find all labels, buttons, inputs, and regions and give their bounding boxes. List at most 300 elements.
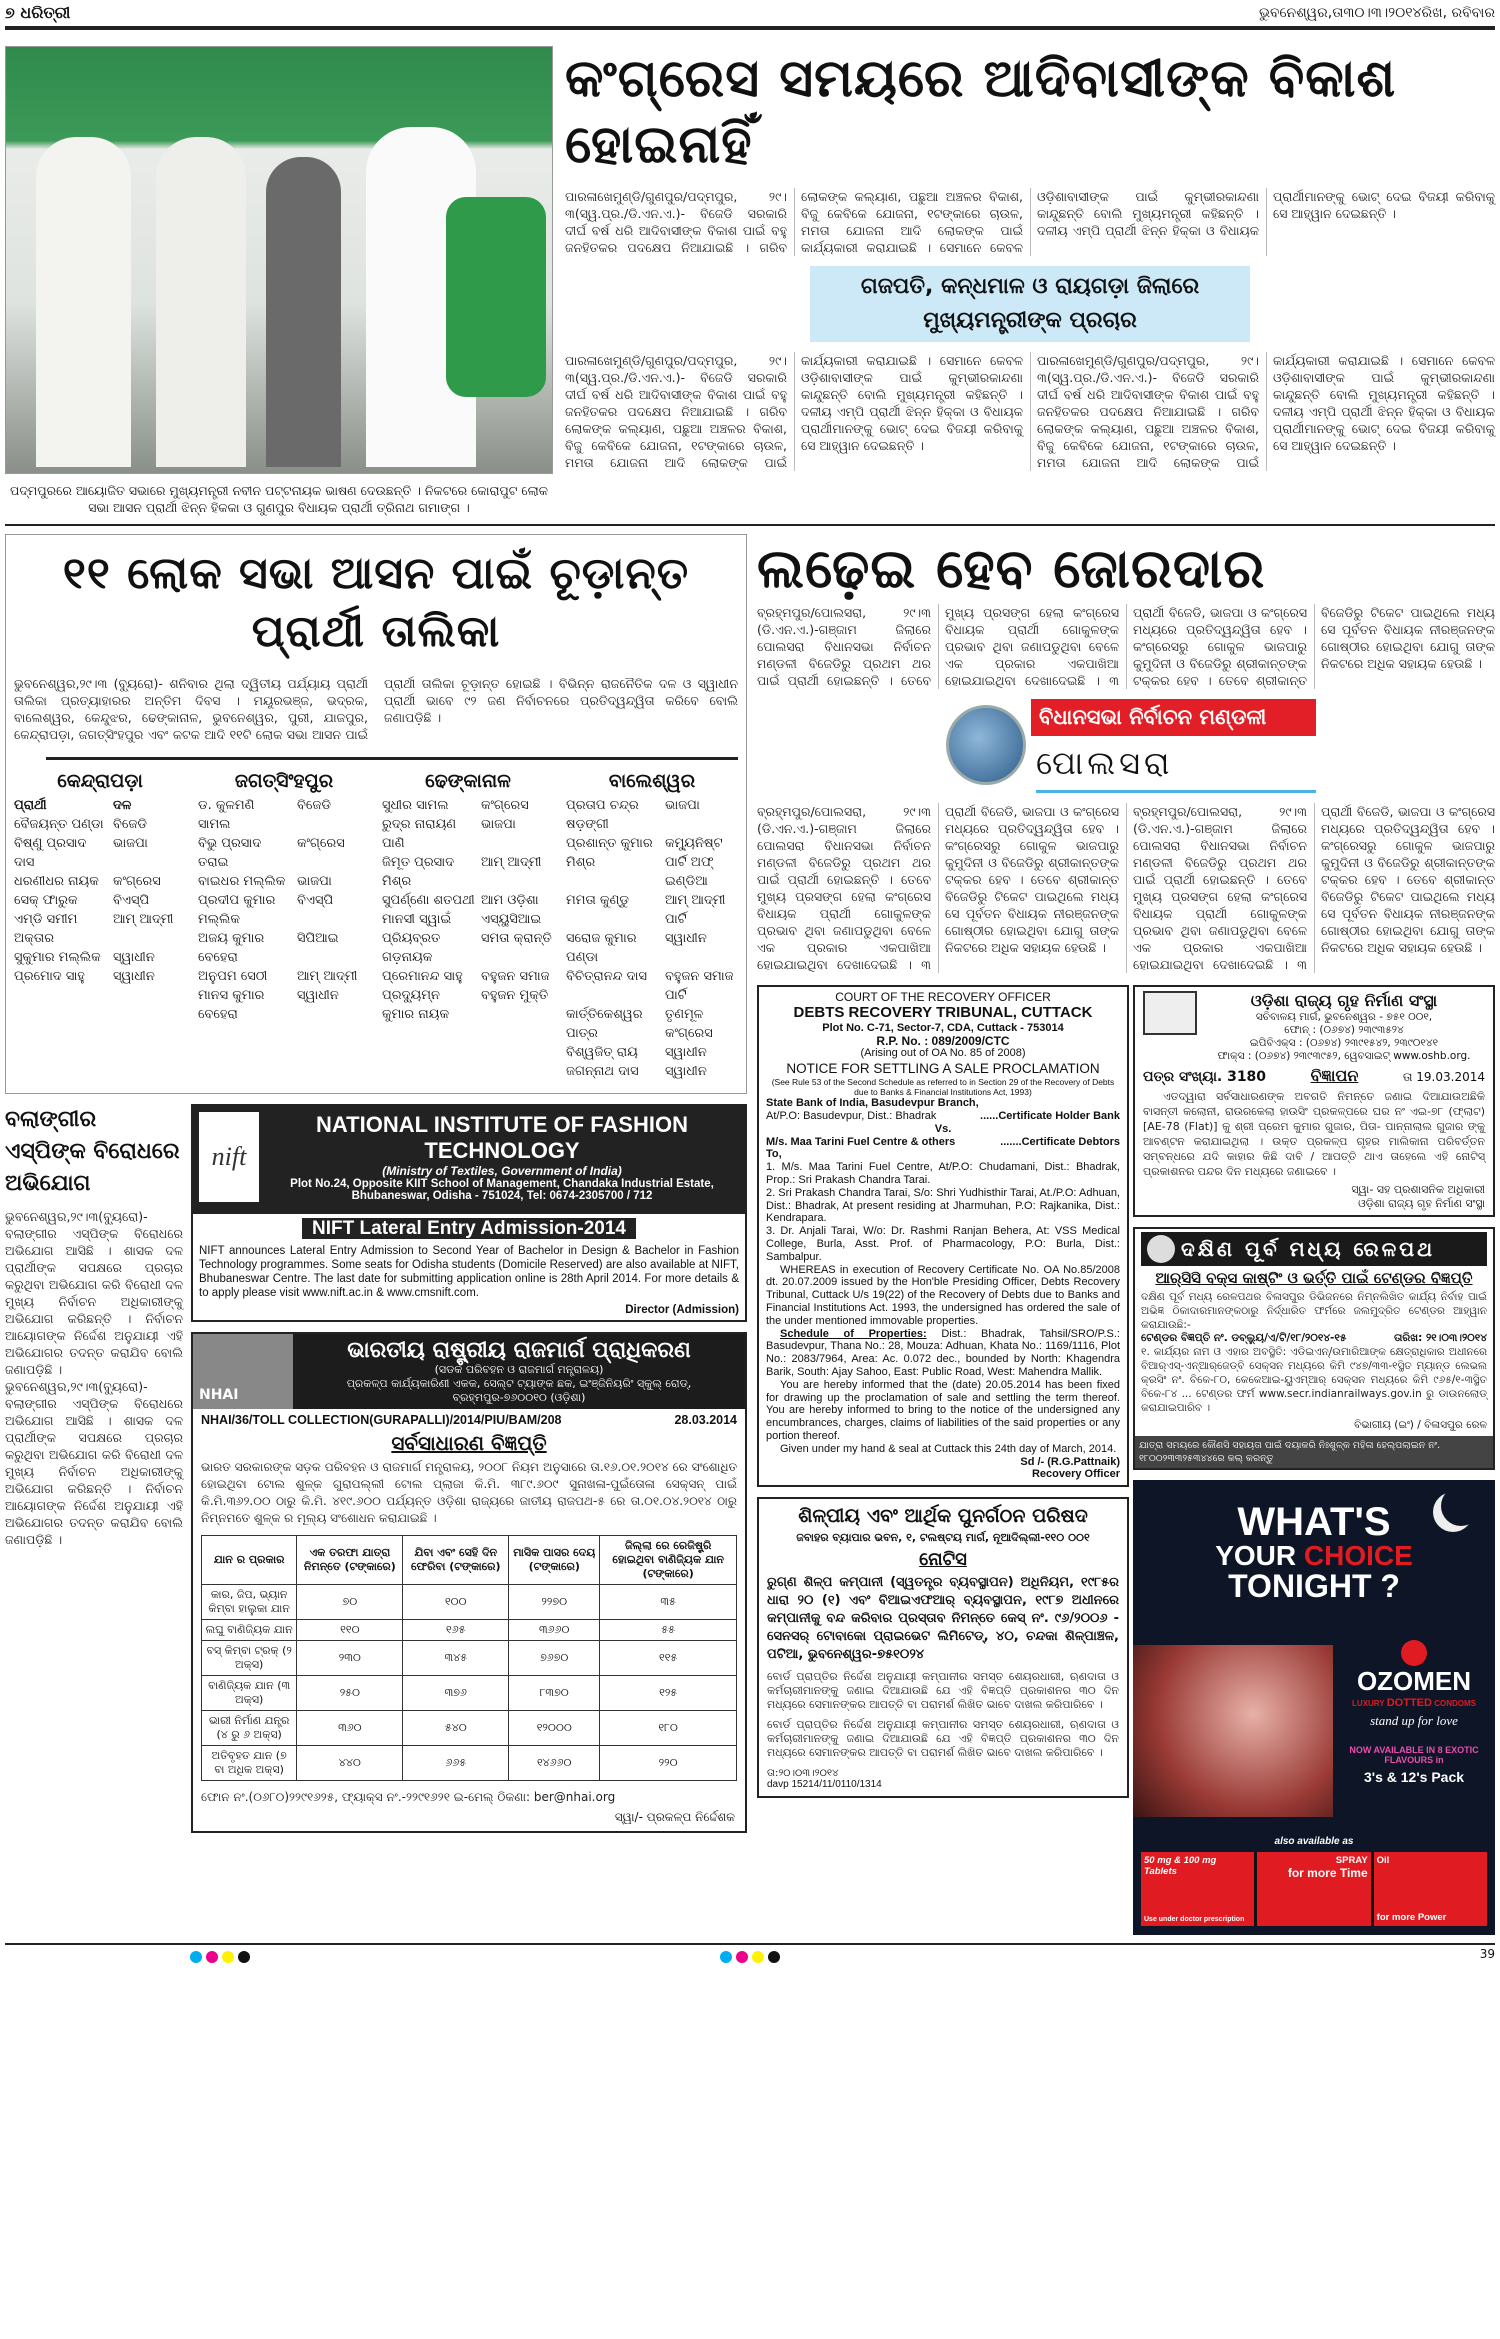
right-half	[757, 534, 1495, 1935]
cmsnift-link[interactable]: www.cmsnift.com.	[386, 1287, 479, 1299]
drt-debtor: M/s. Maa Tarini Fuel Centre & others	[766, 1135, 956, 1148]
drt-address: Plot No. C-71, Sector-7, CDA, Cuttack - 753014	[822, 1021, 1064, 1034]
oshb-title: ଓଡ଼ିଶା ରାଜ୍ୟ ଗୃହ ନିର୍ମାଣ ସଂସ୍ଥା	[1250, 991, 1438, 1010]
ad-line3: TONIGHT ?	[1228, 1568, 1400, 1604]
candidate-party: ବିଜେଡି	[296, 798, 331, 813]
lead-body	[565, 188, 1495, 256]
toll-cell: ବସ୍ କିମ୍ବା ଟ୍ରକ୍ (୨ ଅକ୍ସ)	[202, 1641, 297, 1676]
party-header: ଦଳ	[112, 798, 132, 813]
candidate-name: ସୁକୁମାର ମଲ୍ଲିକ	[14, 950, 101, 965]
nhai-title: ଭାରତୀୟ ରାଷ୍ଟ୍ରୀୟ ରାଜମାର୍ଗ ପ୍ରାଧିକରଣ	[347, 1338, 691, 1363]
candidate-row	[566, 967, 738, 1005]
candidate-row	[198, 891, 370, 929]
candidate-row	[382, 891, 554, 910]
candidate-name: ଏମ୍‌ଡି ସମୀମ ଅକ୍‌ତାର	[14, 912, 78, 946]
candidate-party: ସିପିଆଇ	[296, 931, 339, 946]
table-row	[202, 1620, 737, 1641]
amp: &	[376, 1287, 384, 1299]
ad-line2b: CHOICE	[1303, 1540, 1413, 1571]
candidate-name: ପ୍ରିୟବ୍ରତ ଗଡ଼ନାୟକ	[382, 931, 441, 965]
masthead	[5, 0, 1495, 26]
toll-cell: ଅତିବୃହତ ଯାନ (୭ ବା ଅଧିକ ଅକ୍ସ)	[202, 1746, 297, 1781]
nift-title: NATIONAL INSTITUTE OF FASHION TECHNOLOGY	[316, 1112, 688, 1163]
toll-table	[201, 1535, 737, 1781]
candidate-name: ପ୍ରଦୀପ କୁମାର ମଲ୍ଲିକ	[198, 893, 276, 927]
right-column-ads	[1133, 985, 1495, 1935]
table-row	[202, 1746, 737, 1781]
nift-body: NIFT announces Lateral Entry Admission to Second Year of Bachelor in Design & Bachelor in Fashion Technology programmes. Some seats for Odisha students (Domicile Reserved) are also available at NIFT, Bhubaneswar Centre. The last date for submitting application online is 28th April 2014. For more details & to apply please visit	[199, 1245, 739, 1299]
bifr-notice	[757, 1497, 1129, 1798]
candidate-name: ଜିମୂତ ପ୍ରସାଦ ମିଶ୍ର	[382, 855, 455, 889]
nhai-ministry: (ସଡକ ପରିବହନ ଓ ରାଜମାର୍ଗ ମନ୍ତ୍ରାଳୟ)	[434, 1363, 604, 1376]
candidate-party: କଂଗ୍ରେସ	[112, 874, 161, 889]
district-block	[382, 764, 554, 1081]
black-dot	[238, 1951, 250, 1963]
candidate-party: ଭାଜପା	[112, 836, 148, 851]
drt-court: COURT OF THE RECOVERY OFFICER	[835, 990, 1051, 1004]
drt-holder: ......Certificate Holder Bank	[980, 1109, 1120, 1122]
toll-cell: ବାଣିଜ୍ୟିକ ଯାନ (୩ ଅକ୍ସ)	[202, 1676, 297, 1711]
candidate-row	[14, 910, 186, 948]
ozomen-pack: 3's & 12's Pack	[1363, 1769, 1465, 1785]
drt-bank-address: At/P.O: Basudevpur, Dist.: Bhadrak	[766, 1109, 937, 1122]
candidate-party: ବିଏସ୍‌ପି	[296, 893, 334, 908]
lead-article	[565, 46, 1495, 471]
nhai-footer: ଫୋନ ନଂ.(୦୬୮୦)୨୨୯୧୬୨୫, ଫ୍ୟାକ୍ସ ନଂ.-୨୨୯୧୬୨୧ ଇ-ମେଲ୍ ଠିକଣା: ber@nhai.org	[201, 1790, 616, 1804]
candidate-row	[14, 891, 186, 910]
nift-address: Plot No.24, Opposite KIIT School of Management, Chandaka Industrial Estate,	[290, 1178, 714, 1190]
bolangir-body: ଭୁବନେଶ୍ୱର,୨୯।୩(ବ୍ୟୁରୋ)- ବଲାଙ୍ଗୀର ଏସ୍‌ପିଙ୍କ ବିରୋଧରେ ଅଭିଯୋଗ ଆସିଛି । ଶାସକ ଦଳ ପ୍ରାର୍ଥୀଙ୍କ ସପକ୍ଷରେ ପ୍ରଚାର କରୁଥିବା ଅଭିଯୋଗ କରି ବିରୋଧୀ ଦଳ ମୁଖ୍ୟ ନିର୍ବାଚନ ଅଧିକାରୀଙ୍କୁ ଅଭିଯୋଗ କରିଛନ୍ତି । ନିର୍ବାଚନ ଆୟୋଗଙ୍କ ନିର୍ଦ୍ଦେଶ ଅନୁଯାୟୀ ଏହି ଅଭିଯୋଗର ତଦନ୍ତ କରାଯିବ ବୋଲି ଜଣାପଡ଼ିଛି ।	[5, 1379, 183, 1547]
bifr-lead: ରୁଗ୍ଣ ଶିଳ୍ପ କମ୍ପାନୀ (ସ୍ୱତନ୍ତ୍ର ବ୍ୟବସ୍ଥାପନ) ଅଧିନିୟମ, ୧୯୮୫ର ଧାରା ୨୦ (୧) ଏବଂ ବିଆଇଏଫଆର୍ ବ୍ୟବସ୍ଥାପନ, ୧୯୮୭ ଅଧୀନରେ କମ୍ପାନୀକୁ ବନ୍ଦ କରିବାର ପ୍ରସ୍ତାବ ନିମନ୍ତେ କେସ୍ ନଂ. ୯୬/୨୦୦୬ - ସେନସର୍ ଟୋବାକୋ ପ୍ରାଇଭେଟ ଲିମିଟେଡ୍, ୪୦, ଚନ୍ଦକା ଶିଳ୍ପାଞ୍ଚଳ, ପଟିଆ, ଭୁବନେଶ୍ୱର-୭୫୧୦୨୪	[767, 1575, 1119, 1663]
candidate-name: ପ୍ରଶାନ୍ତ କୁମାର ମିଶ୍ର	[566, 836, 653, 870]
lead-photo	[5, 46, 553, 474]
ladhei-body-text: ବ୍ରହ୍ମପୁର/ପୋଲସରା, ୨୯।୩ (ଡି.ଏନ.ଏ.)-ଗଞ୍ଜାମ ଜିଲାରେ ପୋଲସରା ବିଧାନସଭା ନିର୍ବାଚନ ମଣ୍ଡଳୀ ବିଜେଡିରୁ ପ୍ରଥମ ଥର ପାଇଁ ପ୍ରାର୍ଥୀ ହୋଇଛନ୍ତି । ତେବେ ମୁଖ୍ୟ ପ୍ରସଙ୍ଗ ହେଲା କଂଗ୍ରେସ ବିଧାୟକ ପ୍ରାର୍ଥୀ ଗୋକୁଳଙ୍କ ପ୍ରଭାବ ଥିବା ଜଣାପଡୁଥିବା ବେଳେ ଏକ ପ୍ରକାର ଏକପାଖିଆ ହୋଇଯାଇଥିବା ଦେଖାଦେଇଛି । ୩ ପ୍ରାର୍ଥୀ ବିଜେଡି, ଭାଜପା ଓ କଂଗ୍ରେସ ମଧ୍ୟରେ ପ୍ରତିଦ୍ୱନ୍ଦ୍ୱିତା ହେବ । କଂଗ୍ରେସରୁ ଗୋକୁଳ ଭାଜପାରୁ କୁମୁଦିନୀ ଓ ବିଜେଡିରୁ ଶ୍ରୀକାନ୍ତଙ୍କ ଟକ୍କର ହେବ । ତେବେ ଶ୍ରୀକାନ୍ତ ବିଜେଡିରୁ ଟିକେଟ ପାଇଥିଲେ ମଧ୍ୟ ସେ ପୂର୍ବତନ ବିଧାୟକ ନୀରଞ୍ଜନଙ୍କ ଗୋଷ୍ଠୀର ହୋଇଥିବା ଯୋଗୁ ତାଙ୍କ ନିକଟରେ ଅଧିକ ସହାୟକ ହେଉଛି ।	[757, 804, 1119, 972]
candidate-row	[198, 967, 370, 986]
date-line: ଭୁବନେଶ୍ୱର,ତା୩୦।୩।୨୦୧୪ରିଖ, ରବିବାର	[1258, 5, 1495, 21]
candidate-party: ସ୍ୱାଧୀନ	[296, 988, 339, 1003]
oshb-fax: ଫାକ୍ସ : (୦୬୭୪) ୨୩୯୩୯୫୨, ୱେବସାଇଟ୍ www.oshb.org.	[1217, 1050, 1471, 1062]
bifr-ref: davp 15214/11/0110/1314	[767, 1779, 882, 1791]
candidate-name: ବୈଜୟନ୍ତ ପଣ୍ଡା	[14, 817, 104, 832]
nhai-unit: ପ୍ରକଳ୍ପ କାର୍ଯ୍ୟକାରିଣୀ ଏକକ, ସେଲ୍ଟ ଟ୍ୟାଙ୍କ ଛକ, ଇଂଞ୍ଜିନିୟରିଂ ସ୍କୁଲ୍ ରୋଡ୍,	[346, 1377, 692, 1390]
toll-col-header: ଯାନ ର ପ୍ରକାର	[202, 1536, 297, 1585]
candidate-row	[198, 929, 370, 967]
candidate-name: ସେକ୍ ଫାରୁକ	[14, 893, 78, 908]
candidate-row	[14, 815, 186, 834]
candidate-row	[566, 796, 738, 834]
candidate-party: ବିଏସ୍‌ପି	[112, 893, 150, 908]
toll-cell: ୪୪୦	[297, 1746, 403, 1781]
drt-party: 2. Sri Prakash Chandra Tarai, S/o: Shri Yudhisthir Tarai, At./P.O: Adhuan, Dist.: Bhadrak, At present residing at Jharmuhan, P.O: Rajkanika, Dist.: Kendrapara.	[766, 1186, 1120, 1225]
lead-body-text: ପାରଳାଖେମୁଣ୍ଡି/ଗୁଣପୁର/ପଦ୍ମପୁର, ୨୯।୩(ସ୍ୱ.ପ୍ର./ଡି.ଏନ.ଏ.)- ବିଜେଡି ସରକାରି ଦୀର୍ଘ ବର୍ଷ ଧରି ଆଦିବାସୀଙ୍କ ବିକାଶ ପାଇଁ ବହୁ ଜନହିତକର ପଦକ୍ଷେପ ନିଆଯାଇଛି । ଗରିବ ଲୋକଙ୍କ କଲ୍ୟାଣ, ପଛୁଆ ଅଞ୍ଚଳର ବିକାଶ, ବିଜୁ କେବିକେ ଯୋଜନା, ୧ଟଙ୍କାରେ ଚାଉଳ, ମମତା ଯୋଜନା ଆଦି ଲୋକଙ୍କ ପାଇଁ କାର୍ଯ୍ୟକାରୀ କରାଯାଇଛି । ସେମାନେ କେବଳ ଓଡ଼ିଶାବାସୀଙ୍କ ପାଇଁ କୁମ୍ଭୀରକାନ୍ଦଣା କାନ୍ଦୁଛନ୍ତି ବୋଲି ମୁଖ୍ୟମନ୍ତ୍ରୀ କହିଛନ୍ତି । ଦଳୀୟ ଏମ୍‌ପି ପ୍ରାର୍ଥୀ ଝିନ୍ନ ହିକ୍‌କା ଓ ବିଧାୟକ ପ୍ରାର୍ଥୀମାନଙ୍କୁ ଭୋଟ୍ ଦେଇ ବିଜୟୀ କରିବାକୁ ସେ ଆହ୍ୱାନ ଦେଇଛନ୍ତି ।	[565, 189, 1495, 255]
candidate-party: ଆମ୍ ଆଦ୍‌ମୀ ପାର୍ଟି	[664, 893, 726, 927]
table-row	[202, 1641, 737, 1676]
toll-cell: ୩୬୬୦	[509, 1620, 600, 1641]
candidate-name: ପ୍ରମୋଦ ସାହୁ	[14, 969, 85, 984]
toll-col-header: ଜିଲ୍ଲା ରେ ରେଜିଷ୍ଟ୍ରି ହୋଇଥିବା ବାଣିଜ୍ୟିକ ଯାନ (ଟଙ୍କାରେ)	[600, 1536, 737, 1585]
railway-intro: ଦକ୍ଷିଣ ପୂର୍ବ ମଧ୍ୟ ରେଳପଥର ବିଳାସପୁର ଡିଭିଜନରେ ନିମ୍ନଲିଖିତ କାର୍ଯ୍ୟ ନିର୍ବାହ ପାଇଁ ଅଭିଜ୍ଞ ଠିକାଦାରମାନଙ୍କଠାରୁ ନିର୍ଦ୍ଧାରିତ ଫର୍ମରେ ଜଲମୁଦ୍ରିତ ଟେଣ୍ଡର ଆହ୍ୱାନ କରାଯାଉଛି:-	[1141, 1291, 1487, 1331]
ozomen-logo-icon	[1401, 1640, 1427, 1666]
toll-cell: ୧୪୬୬୦	[509, 1746, 600, 1781]
candidate-name: ବିଚିତ୍ରାନନ୍ଦ ଦାସ	[566, 969, 647, 984]
drt-whereas: WHEREAS in execution of Recovery Certificate No. OA No.85/2008 dt. 20.07.2009 issued by the Hon'ble Presiding Officer, Debts Recovery Tribunal, Cuttack U/s 19(22) of the Recovery of Debts due to Banks and Financial Institutions Act. 1993, the undersigned has ordered the sale of the under mentioned immovable properties.	[766, 1263, 1120, 1327]
candidate-row	[566, 1005, 738, 1043]
magenta-dot	[206, 1951, 218, 1963]
also-available: also available as	[1274, 1836, 1354, 1847]
ladhei-body-text: ବ୍ରହ୍ମପୁର/ପୋଲସରା, ୨୯।୩ (ଡି.ଏନ.ଏ.)-ଗଞ୍ଜାମ ଜିଲାରେ ପୋଲସରା ବିଧାନସଭା ନିର୍ବାଚନ ମଣ୍ଡଳୀ ବିଜେଡିରୁ ପ୍ରଥମ ଥର ପାଇଁ ପ୍ରାର୍ଥୀ ହୋଇଛନ୍ତି । ତେବେ ମୁଖ୍ୟ ପ୍ରସଙ୍ଗ ହେଲା କଂଗ୍ରେସ ବିଧାୟକ ପ୍ରାର୍ଥୀ ଗୋକୁଳଙ୍କ ପ୍ରଭାବ ଥିବା ଜଣାପଡୁଥିବା ବେଳେ ଏକ ପ୍ରକାର ଏକପାଖିଆ ହୋଇଯାଇଥିବା ଦେଖାଦେଇଛି । ୩ ପ୍ରାର୍ଥୀ ବିଜେଡି, ଭାଜପା ଓ କଂଗ୍ରେସ ମଧ୍ୟରେ ପ୍ରତିଦ୍ୱନ୍ଦ୍ୱିତା ହେବ । କଂଗ୍ରେସରୁ ଗୋକୁଳ ଭାଜପାରୁ କୁମୁଦିନୀ ଓ ବିଜେଡିରୁ ଶ୍ରୀକାନ୍ତଙ୍କ ଟକ୍କର ହେବ । ତେବେ ଶ୍ରୀକାନ୍ତ ବିଜେଡିରୁ ଟିକେଟ ପାଇଥିଲେ ମଧ୍ୟ ସେ ପୂର୍ବତନ ବିଧାୟକ ନୀରଞ୍ଜନଙ୍କ ଗୋଷ୍ଠୀର ହୋଇଥିବା ଯୋଗୁ ତାଙ୍କ ନିକଟରେ ଅଧିକ ସହାୟକ ହେଉଛି ।	[757, 605, 1495, 688]
ozomen-brand: OZOMEN	[1356, 1666, 1472, 1696]
drt-given: Given under my hand & seal at Cuttack this 24th day of March, 2014.	[780, 1442, 1117, 1455]
oshb-signatory: ସ୍ୱା- ସହ ପ୍ରଶାସନିକ ଅଧିକାରୀ	[1351, 1183, 1485, 1196]
drt-notice	[757, 985, 1129, 1487]
oshb-date: ତା 19.03.2014	[1402, 1070, 1485, 1084]
toll-cell: ୨୨୦	[600, 1746, 737, 1781]
drt-tribunal: DEBTS RECOVERY TRIBUNAL, CUTTACK	[793, 1003, 1093, 1021]
candidate-name: ମାନସୀ ସ୍ୱାଇଁ	[382, 912, 452, 927]
nift-logo: nift	[199, 1112, 259, 1202]
bolangir-body: ଭୁବନେଶ୍ୱର,୨୯।୩(ବ୍ୟୁରୋ)- ବଲାଙ୍ଗୀର ଏସ୍‌ପିଙ୍କ ବିରୋଧରେ ଅଭିଯୋଗ ଆସିଛି । ଶାସକ ଦଳ ପ୍ରାର୍ଥୀଙ୍କ ସପକ୍ଷରେ ପ୍ରଚାର କରୁଥିବା ଅଭିଯୋଗ କରି ବିରୋଧୀ ଦଳ ମୁଖ୍ୟ ନିର୍ବାଚନ ଅଧିକାରୀଙ୍କୁ ଅଭିଯୋଗ କରିଛନ୍ତି । ନିର୍ବାଚନ ଆୟୋଗଙ୍କ ନିର୍ଦ୍ଦେଶ ଅନୁଯାୟୀ ଏହି ଅଭିଯୋଗର ତଦନ୍ତ କରାଯିବ ବୋଲି ଜଣାପଡ଼ିଛି ।	[5, 1209, 183, 1377]
candidate-party: ସ୍ୱାଧୀନ	[112, 950, 155, 965]
toll-cell: ୮୩୭୦	[509, 1676, 600, 1711]
lead-subhead: ଗଜପତି, କନ୍ଧମାଳ ଓ ରାୟଗଡ଼ା ଜିଲାରେ ମୁଖ୍ୟମନ୍ତ୍ରୀଙ୍କ ପ୍ରଚାର	[810, 266, 1250, 342]
candidate-name: ପ୍ରେମାନନ୍ଦ ସାହୁ	[382, 969, 463, 984]
candidate-header: ପ୍ରାର୍ଥୀ	[14, 798, 47, 813]
bifr-body: ବୋର୍ଡ ପ୍ରାପ୍ତିର ନିର୍ଦ୍ଦେଶ ଅନୁଯାୟୀ କମ୍ପାନୀର ସମସ୍ତ ଶେୟରଧାରୀ, ଋଣଦାତା ଓ କର୍ମଚାରୀମାନଙ୍କୁ ଜଣାଇ ଦିଆଯାଉଛି ଯେ ଏହି ବିଜ୍ଞପ୍ତି ପ୍ରକାଶନର ୩୦ ଦିନ ମଧ୍ୟରେ ସେମାନଙ୍କର ଆପତ୍ତି ବା ପରାମର୍ଶ ଲିଖିତ ଭାବେ ଦାଖଲ କରିପାରିବେ ।	[767, 1718, 1119, 1760]
more-power: for more Power	[1376, 1912, 1447, 1923]
candidate-name: ବିଭୁ ପ୍ରସାଦ ତରାଇ	[198, 836, 262, 870]
toll-cell: ୨୫୦	[297, 1676, 403, 1711]
drt-party: 3. Dr. Anjali Tarai, W/o: Dr. Rashmi Ranjan Behera, At: VSS Medical College, Burla, Asst. Prof. of Pharmacology, P.O: Burla, Dist.: Sambalpur.	[766, 1225, 1120, 1263]
candidate-name: କାର୍ତ୍ତିକେଶ୍ୱର ପାତ୍ର	[566, 1007, 643, 1041]
district-name: ଢେଙ୍କାନାଳ	[425, 770, 511, 792]
candidate-name: ବାଇଧର ମଲ୍ଲିକ	[198, 874, 286, 889]
candidate-name: ଧରଣୀଧର ନାୟକ	[14, 874, 99, 889]
couple-photo	[1133, 1645, 1333, 1817]
railway-body: ୧. କାର୍ଯ୍ୟର ନାମ ଓ ଏହାର ଅବସ୍ଥିତି: ଏଡିଇଏନ୍/ଉମାରିଆଙ୍କ କ୍ଷେତ୍ରାଧିକାର ଅଧୀନରେ ବିଆର୍‌ଏସ୍-ଏନ୍‌ଆର୍‌ଜେଡ୍‌ବି ସେକ୍ସନ ମଧ୍ୟରେ କିମି ୯୪୭/୩୩-୧ସ୍ଥିତ ମ୍ୟାନ୍‌ଡ ଲେଭଲ କ୍ରସିଂ ନଂ. ବିକେ-୮୦, କେକେଆଇ-ୟୁଏମ୍‌ଆର୍ ସେକ୍ସନ ମଧ୍ୟରେ କିମି ୯୬୫/୧-୩ସ୍ଥିତ ବିକେ-୮୪ ... ଟେଣ୍ଡର ଫର୍ମ www.secr.indianrailways.gov.in ରୁ ଡାଉନଲୋଡ୍ କରାଯାଇପାରିବ ।	[1141, 1346, 1487, 1414]
candidate-party: ସ୍ୱାଧୀନ	[112, 969, 155, 984]
oshb-phone: ଫୋନ୍ : (୦୬୭୪) ୨୩୯୩୫୨୪	[1284, 1024, 1404, 1036]
table-row	[202, 1711, 737, 1746]
cmyk-registration-marks	[190, 1948, 254, 1967]
drt-informed: You are hereby informed that the (date) 20.05.2014 has been fixed for drawing up the proclamation of sale and settling the term thereof. You are hereby informed to bring to the notice of the undersigned any encumbrances, charges, claims of liabilities of the said properties or any portion thereof.	[766, 1378, 1120, 1442]
nhai-city: ବ୍ରହ୍ମପୁର-୭୬୦୦୧୦ (ଓଡ଼ିଶା)	[452, 1391, 586, 1404]
toll-cell: କାର, ଜିପ, ଭ୍ୟାନ କିମ୍ବା ହାଲୁକା ଯାନ	[202, 1585, 297, 1620]
oshb-body: ଏତଦ୍ୱାରା ସର୍ବସାଧାରଣଙ୍କ ଅବଗତି ନିମନ୍ତେ ଜଣାଇ ଦିଆଯାଉଅଛିକି ବାସନ୍ତୀ କଲୋନୀ, ରାଉରକେଲା ହାଉସିଂ ପ୍ରକଳ୍ପରେ ଘର ନଂ ଏଇ-୭୮ (ଫ୍ଲାଟ) [AE-78 (Flat)] କୁ ଶ୍ରୀ ପ୍ରେମ କୁମାର ଗୁଜାର, ପିତା- ପାନ୍ନାଲାଲ ଗୁଜାର ଙ୍କୁ ଆବଣ୍ଟନ କରାଯାଇଥିଲା । ଉକ୍ତ ପ୍ରକଳ୍ପ ଗୃହର ମାଲିକାନା ପରିବର୍ତ୍ତନ ସମ୍ବନ୍ଧରେ ଯଦି କାହାର କିଛି ଦାବି / ଆପତ୍ତି ଥାଏ ତାହେଲେ ଏହି ନୋଟିସ୍ ପ୍ରକାଶନର ପନ୍ଦର ଦିନ ମଧ୍ୟରେ ଜଣାଇବେ ।	[1143, 1090, 1485, 1178]
candidate-row	[198, 986, 370, 1024]
candidate-row	[566, 891, 738, 929]
candidate-name: ବିଶ୍ୱଜିତ୍ ରାୟ	[566, 1045, 638, 1060]
candidate-name: ମାନସ କୁମାର ବେହେରା	[198, 988, 265, 1022]
candidate-party: ସ୍ୱାଧୀନ	[664, 1064, 707, 1079]
candidate-name: ଡ. କୁଳମଣି ସାମଲ	[198, 798, 255, 832]
candidates-intro: ଭୁବନେଶ୍ୱର,୨୯।୩ (ବ୍ୟୁରୋ)- ଶନିବାର ଥିଲା ଦ୍ୱିତୀୟ ପର୍ଯ୍ୟାୟ ପ୍ରାର୍ଥୀ ତାଲିକା ପ୍ରତ୍ୟାହାରର ଅନ୍ତିମ ଦିବସ । ମୟୂରଭଞ୍ଜ, ଭଦ୍ରକ, ବାଲେଶ୍ୱର, କେନ୍ଦୁଝର, ଢେଙ୍କାନାଳ, ଭୁବନେଶ୍ୱର, ପୁରୀ, ଯାଜପୁର, କେନ୍ଦ୍ରାପଡ଼ା, ଜଗତ୍‌ସିଂହପୁର ଏବଂ କଟକ ଆଦି ୧୧ଟି ଲୋକ ସଭା ଆସନ ପାଇଁ ପ୍ରାର୍ଥୀ ତାଲିକା ଚୂଡ଼ାନ୍ତ ହୋଇଛି । ବିଭିନ୍ନ ରାଜନୈତିକ ଦଳ ଓ ସ୍ୱାଧୀନ ପ୍ରାର୍ଥୀ ଭାବେ ୯୨ ଜଣ ନିର୍ବାଚନରେ ପ୍ରତିଦ୍ୱନ୍ଦ୍ୱିତା କରିବେ ବୋଲି ଜଣାପଡ଼ିଛି ।	[14, 676, 738, 742]
nhai-date: 28.03.2014	[674, 1413, 737, 1427]
black-dot	[768, 1951, 780, 1963]
left-ads	[191, 1104, 747, 1833]
ozomen-ad	[1133, 1480, 1495, 1935]
candidate-row	[198, 872, 370, 891]
nift-address2: Bhubaneswar, Odisha - 751024, Tel: 0674-2305700 / 712	[351, 1190, 653, 1202]
oshb-heading: ବିଜ୍ଞାପନ	[1310, 1066, 1359, 1085]
candidate-row	[382, 929, 554, 967]
bifr-title: ଶିଳ୍ପୀୟ ଏବଂ ଆର୍ଥିକ ପୁନର୍ଗଠନ ପରିଷଦ	[798, 1505, 1088, 1528]
bifr-body: ବୋର୍ଡ ପ୍ରାପ୍ତିର ନିର୍ଦ୍ଦେଶ ଅନୁଯାୟୀ କମ୍ପାନୀର ସମସ୍ତ ଶେୟରଧାରୀ, ଋଣଦାତା ଓ କର୍ମଚାରୀମାନଙ୍କୁ ଜଣାଇ ଦିଆଯାଉଛି ଯେ ଏହି ବିଜ୍ଞପ୍ତି ପ୍ରକାଶନର ୩୦ ଦିନ ମଧ୍ୟରେ ସେମାନଙ୍କର ଆପତ୍ତି ବା ପରାମର୍ଶ ଲିଖିତ ଭାବେ ଦାଖଲ କରିପାରିବେ ।	[767, 1670, 1119, 1712]
nift-signatory: Director (Admission)	[625, 1304, 739, 1316]
candidate-party: ଆମ୍ ଆଦ୍‌ମୀ	[296, 969, 358, 984]
candidate-row	[382, 967, 554, 986]
candidate-name: ବିଷ୍ଣୁ ପ୍ରସାଦ ଦାସ	[14, 836, 87, 870]
candidate-party: ବିଜେଡି	[112, 817, 147, 832]
candidate-row	[382, 815, 554, 853]
cyan-dot	[720, 1951, 732, 1963]
drt-bank: State Bank of India, Basudevpur Branch,	[766, 1097, 979, 1110]
candidate-row	[566, 834, 738, 891]
oshb-address: ସଚିବାଳୟ ମାର୍ଗ, ଭୁବନେଶ୍ୱର - ୭୫୧ ୦୦୧,	[1255, 1011, 1433, 1023]
right-ads	[757, 985, 1495, 1935]
toll-cell: ୩୪୫	[403, 1641, 509, 1676]
ladhei-body-text: ବ୍ରହ୍ମପୁର/ପୋଲସରା, ୨୯।୩ (ଡି.ଏନ.ଏ.)-ଗଞ୍ଜାମ ଜିଲାରେ ପୋଲସରା ବିଧାନସଭା ନିର୍ବାଚନ ମଣ୍ଡଳୀ ବିଜେଡିରୁ ପ୍ରଥମ ଥର ପାଇଁ ପ୍ରାର୍ଥୀ ହୋଇଛନ୍ତି । ତେବେ ମୁଖ୍ୟ ପ୍ରସଙ୍ଗ ହେଲା କଂଗ୍ରେସ ବିଧାୟକ ପ୍ରାର୍ଥୀ ଗୋକୁଳଙ୍କ ପ୍ରଭାବ ଥିବା ଜଣାପଡୁଥିବା ବେଳେ ଏକ ପ୍ରକାର ଏକପାଖିଆ ହୋଇଯାଇଥିବା ଦେଖାଦେଇଛି । ୩ ପ୍ରାର୍ଥୀ ବିଜେଡି, ଭାଜପା ଓ କଂଗ୍ରେସ ମଧ୍ୟରେ ପ୍ରତିଦ୍ୱନ୍ଦ୍ୱିତା ହେବ । କଂଗ୍ରେସରୁ ଗୋକୁଳ ଭାଜପାରୁ କୁମୁଦିନୀ ଓ ବିଜେଡିରୁ ଶ୍ରୀକାନ୍ତଙ୍କ ଟକ୍କର ହେବ । ତେବେ ଶ୍ରୀକାନ୍ତ ବିଜେଡିରୁ ଟିକେଟ ପାଇଥିଲେ ମଧ୍ୟ ସେ ପୂର୍ବତନ ବିଧାୟକ ନୀରଞ୍ଜନଙ୍କ ଗୋଷ୍ଠୀର ହୋଇଥିବା ଯୋଗୁ ତାଙ୍କ ନିକଟରେ ଅଧିକ ସହାୟକ ହେଉଛି ।	[1133, 804, 1495, 972]
railway-subtitle: ଆର୍‌ସିସି ବକ୍ସ କାଷ୍ଟିଂ ଓ ଭର୍ତ୍ତି ପାଇଁ ଟେଣ୍ଡର ବିଜ୍ଞପ୍ତି	[1155, 1269, 1473, 1287]
drt-party: 1. M/s. Maa Tarini Fuel Centre, At/P.O: Chudamani, Dist.: Bhadrak, Prop.: Sri Prakash Chandra Tarai.	[766, 1161, 1120, 1186]
candidate-party: ଆମ୍ ଆଦ୍‌ମୀ	[112, 912, 174, 927]
district-block	[14, 764, 186, 1081]
nhai-ref: NHAI/36/TOLL COLLECTION(GURAPALLI)/2014/PIU/BAM/208	[201, 1413, 562, 1427]
candidate-party: ଏସ୍‌ୟୁସିଆଇ	[480, 912, 542, 927]
drt-schedule-label: Schedule of Properties:	[780, 1327, 927, 1340]
bottom-section	[5, 534, 1495, 1935]
candidate-name: ରୁଦ୍ର ନାରାୟଣ ପାଣି	[382, 817, 457, 851]
tagline-a: LUXURY	[1352, 1699, 1385, 1708]
candidate-row	[14, 967, 186, 986]
ad-line2a: YOUR	[1215, 1540, 1297, 1571]
drt-vs: Vs.	[934, 1122, 952, 1135]
toll-cell: ୧୨୫	[600, 1676, 737, 1711]
lead-body	[565, 352, 1495, 471]
drt-officer: Recovery Officer	[1031, 1468, 1120, 1481]
constituency-name: ପୋଲସରା	[1036, 736, 1316, 793]
drt-schedule: Dist.: Bhadrak, Tahsil/SRO/P.S.: Basudevpur, Thana No.: 28, Mouza: Adhuan, Khata No.: 1169/1116, Plot No.: 2083/7964, Area: Ac. 0.072 dec., bounded by North: Khagendra Barik, South: Ajay Sahoo, East: Public Road, West: Mahendra Mallik.	[766, 1327, 1120, 1378]
toll-cell: ୨୨୭୦	[509, 1585, 600, 1620]
page-number: 39	[1479, 1947, 1495, 1961]
more-time: for more Time	[1287, 1866, 1368, 1880]
candidate-row	[382, 986, 554, 1024]
bifr-date: ତା:୨୦।୦୩।୨୦୧୪	[767, 1768, 839, 1780]
bolangir-story	[5, 1104, 183, 1548]
candidate-party: ବହୁଜନ ମୁକ୍ତି	[480, 988, 549, 1003]
nhai-notice-title: ସର୍ବସାଧାରଣ ବିଜ୍ଞପ୍ତି	[391, 1431, 547, 1455]
candidate-party: ସମତା କ୍ରାନ୍ତି	[480, 931, 552, 946]
ozomen-flavours: NOW AVAILABLE IN 8 EXOTIC FLAVOURS in	[1349, 1745, 1479, 1765]
rx-note: Use under doctor prescription	[1144, 1916, 1245, 1923]
candidate-name: ସୁଧୀର ସାମଲ	[382, 798, 449, 813]
middle-ads	[757, 985, 1129, 1798]
candidate-row	[14, 834, 186, 872]
toll-cell: ୫୫	[600, 1620, 737, 1641]
candidate-name: ଅଜୟ କୁମାର ବେହେରା	[198, 931, 265, 965]
toll-col-header: ଯିବା ଏବଂ ସେହି ଦିନ ଫେରିବା (ଟଙ୍କାରେ)	[403, 1536, 509, 1585]
toll-col-header: ଏକ ତରଫା ଯାତ୍ରା ନିମନ୍ତେ (ଟଙ୍କାରେ)	[297, 1536, 403, 1585]
district-block	[566, 764, 738, 1081]
oshb-logo-icon	[1143, 991, 1197, 1035]
ladhei-body	[757, 604, 1495, 689]
candidate-row	[198, 834, 370, 872]
toll-cell: ୭୬୭୦	[509, 1641, 600, 1676]
candidate-row	[382, 853, 554, 891]
candidate-name: ସୁପର୍ଣ୍ଣୋ ଶତପଥୀ	[382, 893, 475, 908]
toll-cell: ୩୭୬	[403, 1676, 509, 1711]
candidate-party: ଭାଜପା	[296, 874, 332, 889]
toll-cell: ୨୩୦	[297, 1641, 403, 1676]
toll-cell: ୧୮୦	[600, 1711, 737, 1746]
nhai-logo: NHAI	[193, 1334, 293, 1409]
toll-cell: ୧୨୦୦୦	[509, 1711, 600, 1746]
candidate-row	[566, 1043, 738, 1062]
footer	[5, 1945, 1495, 1963]
candidate-row	[14, 948, 186, 967]
district-block	[198, 764, 370, 1081]
candidate-name: ଜଗନ୍ନାଥ ଦାସ	[566, 1064, 639, 1079]
lead-body-text: ପାରଳାଖେମୁଣ୍ଡି/ଗୁଣପୁର/ପଦ୍ମପୁର, ୨୯।୩(ସ୍ୱ.ପ୍ର./ଡି.ଏନ.ଏ.)- ବିଜେଡି ସରକାରି ଦୀର୍ଘ ବର୍ଷ ଧରି ଆଦିବାସୀଙ୍କ ବିକାଶ ପାଇଁ ବହୁ ଜନହିତକର ପଦକ୍ଷେପ ନିଆଯାଇଛି । ଗରିବ ଲୋକଙ୍କ କଲ୍ୟାଣ, ପଛୁଆ ଅଞ୍ଚଳର ବିକାଶ, ବିଜୁ କେବିକେ ଯୋଜନା, ୧ଟଙ୍କାରେ ଚାଉଳ, ମମତା ଯୋଜନା ଆଦି ଲୋକଙ୍କ ପାଇଁ କାର୍ଯ୍ୟକାରୀ କରାଯାଇଛି । ସେମାନେ କେବଳ ଓଡ଼ିଶାବାସୀଙ୍କ ପାଇଁ କୁମ୍ଭୀରକାନ୍ଦଣା କାନ୍ଦୁଛନ୍ତି ବୋଲି ମୁଖ୍ୟମନ୍ତ୍ରୀ କହିଛନ୍ତି । ଦଳୀୟ ଏମ୍‌ପି ପ୍ରାର୍ଥୀ ଝିନ୍ନ ହିକ୍‌କା ଓ ବିଧାୟକ ପ୍ରାର୍ଥୀମାନଙ୍କୁ ଭୋଟ୍ ଦେଇ ବିଜୟୀ କରିବାକୁ ସେ ଆହ୍ୱାନ ଦେଇଛନ୍ତି ।	[1037, 353, 1495, 470]
railway-title: ଦକ୍ଷିଣ ପୂର୍ବ ମଧ୍ୟ ରେଳପଥ	[1181, 1237, 1436, 1261]
cmyk-registration-marks	[720, 1948, 784, 1967]
toll-cell: ୫୪୦	[403, 1711, 509, 1746]
page-label: ୭ ଧରିତ୍ରୀ	[5, 3, 71, 22]
candidate-row	[382, 796, 554, 815]
nift-link[interactable]: www.nift.ac.in	[302, 1287, 373, 1299]
candidates-section	[5, 534, 747, 1094]
constituency-logo	[936, 699, 1316, 793]
toll-cell: ୧୧୦	[297, 1620, 403, 1641]
district-name: ଜଗତ୍‌ସିଂହପୁର	[234, 770, 334, 792]
drt-rp-no: R.P. No. : 089/2009/CTC	[876, 1033, 1010, 1048]
candidate-party: ତୃଣମୂଳ କଂଗ୍ରେସ	[664, 1007, 713, 1041]
lead-photo-column	[5, 46, 553, 516]
candidate-party: କଂଗ୍ରେସ	[480, 798, 529, 813]
toll-col-header: ମାସିକ ପାସର ଦେୟ (ଟଙ୍କାରେ)	[509, 1536, 600, 1585]
candidate-name: ପ୍ରତାପ ଚନ୍ଦ୍ର ଷଡ଼ଙ୍ଗୀ	[566, 798, 639, 832]
toll-cell: ୧୦୦	[403, 1585, 509, 1620]
tagline-c: CONDOMS	[1434, 1699, 1476, 1708]
railway-signatory: ବିଭାଗୀୟ (ଇଂ) / ବିଳାସପୁର ରେଳ	[1354, 1419, 1487, 1431]
oshb-letter-no: ପତ୍ର ସଂଖ୍ୟା. 3180	[1143, 1069, 1267, 1085]
table-row	[202, 1676, 737, 1711]
candidate-row	[566, 929, 738, 967]
nhai-ad	[191, 1332, 747, 1833]
toll-cell: ୩୬୦	[297, 1711, 403, 1746]
candidate-party: ଆମ୍ ଆଦ୍‌ମୀ	[480, 855, 542, 870]
railway-ad	[1133, 1227, 1495, 1470]
railway-helpline: ଯାତ୍ରା ସମୟରେ କୌଣସି ସହାୟତା ପାଇଁ ଦୟାକରି ନିଃଶୁଳ୍କ ମହିଳା ହେଲ୍ପଲାଇନ ନଂ. ୧୮୦୦୨୩୩୨୫୩୪୪ରେ କଲ୍ କରନ୍ତୁ	[1135, 1436, 1493, 1468]
candidate-name: ପ୍ରଦ୍ୟୁମ୍ନ କୁମାର ନାୟକ	[382, 988, 450, 1022]
oshb-ad	[1133, 985, 1495, 1217]
moon-icon	[1441, 1486, 1481, 1526]
bifr-notice-title: ନୋଟିସ	[919, 1549, 967, 1571]
bifr-address: ଜବାହର ବ୍ୟାପାର ଭବନ, ୧, ଟଲଷ୍ଟୟ ମାର୍ଗ, ନୂଆଦିଲ୍ଲୀ-୧୧୦ ୦୦୧	[796, 1531, 1090, 1545]
candidate-row	[14, 872, 186, 891]
oshb-epabx: ଇପିବିଏକ୍ସ : (୦୬୭୪) ୨୩୯୧୫୪୨, ୨୩୯୦୧୪୧	[1249, 1037, 1439, 1049]
lead-body-text: ପାରଳାଖେମୁଣ୍ଡି/ଗୁଣପୁର/ପଦ୍ମପୁର, ୨୯।୩(ସ୍ୱ.ପ୍ର./ଡି.ଏନ.ଏ.)- ବିଜେଡି ସରକାରି ଦୀର୍ଘ ବର୍ଷ ଧରି ଆଦିବାସୀଙ୍କ ବିକାଶ ପାଇଁ ବହୁ ଜନହିତକର ପଦକ୍ଷେପ ନିଆଯାଇଛି । ଗରିବ ଲୋକଙ୍କ କଲ୍ୟାଣ, ପଛୁଆ ଅଞ୍ଚଳର ବିକାଶ, ବିଜୁ କେବିକେ ଯୋଜନା, ୧ଟଙ୍କାରେ ଚାଉଳ, ମମତା ଯୋଜନା ଆଦି ଲୋକଙ୍କ ପାଇଁ କାର୍ଯ୍ୟକାରୀ କରାଯାଇଛି । ସେମାନେ କେବଳ ଓଡ଼ିଶାବାସୀଙ୍କ ପାଇଁ କୁମ୍ଭୀରକାନ୍ଦଣା କାନ୍ଦୁଛନ୍ତି ବୋଲି ମୁଖ୍ୟମନ୍ତ୍ରୀ କହିଛନ୍ତି । ଦଳୀୟ ଏମ୍‌ପି ପ୍ରାର୍ଥୀ ଝିନ୍ନ ହିକ୍‌କା ଓ ବିଧାୟକ ପ୍ରାର୍ଥୀମାନଙ୍କୁ ଭୋଟ୍ ଦେଇ ବିଜୟୀ କରିବାକୁ ସେ ଆହ୍ୱାନ ଦେଇଛନ୍ତି ।	[565, 353, 1023, 470]
drt-rule: (See Rule 53 of the Second Schedule as referred to in Section 29 of the Recovery of Debts due to Banks & Financial Institutions Act, 1993)	[771, 1077, 1115, 1098]
candidate-row	[198, 796, 370, 834]
lead-section	[5, 46, 1495, 516]
candidate-name: ମମତା କୁଣ୍ଡୁ	[566, 893, 629, 908]
railway-date: ତାରିଖ: ୨୧।୦୩।୨୦୧୪	[1393, 1332, 1487, 1344]
oshb-org: ଓଡ଼ିଶା ରାଜ୍ୟ ଗୃହ ନିର୍ମାଣ ସଂସ୍ଥା	[1358, 1197, 1485, 1210]
ladhei-body	[757, 803, 1495, 973]
ozomen-slogan: stand up for love	[1370, 1713, 1458, 1728]
left-lower	[5, 1104, 747, 1833]
toll-cell: ୬୬୫	[403, 1746, 509, 1781]
candidate-table	[6, 760, 746, 1085]
tagline-b: DOTTED	[1386, 1697, 1432, 1709]
nift-ministry: (Ministry of Textiles, Government of India)	[382, 1164, 622, 1178]
toll-cell: ଭାରୀ ନିର୍ମାଣ ଯନ୍ତ୍ର (୪ ରୁ ୬ ଅକ୍ସ)	[202, 1711, 297, 1746]
candidate-party: ସ୍ୱାଧୀନ	[664, 1045, 707, 1060]
tablets-label: 50 mg & 100 mg Tablets	[1144, 1855, 1217, 1877]
candidate-party: ଭାଜପା	[480, 817, 516, 832]
toll-cell: ୭୦	[297, 1585, 403, 1620]
district-name: କେନ୍ଦ୍ରାପଡ଼ା	[57, 770, 143, 792]
drt-debtors-label: .......Certificate Debtors	[1000, 1135, 1120, 1148]
nift-banner: NIFT Lateral Entry Admission-2014	[302, 1218, 636, 1239]
drt-to: To,	[766, 1148, 782, 1161]
candidate-row	[566, 1062, 738, 1081]
candidates-headline: ୧୧ ଲୋକ ସଭା ଆସନ ପାଇଁ ଚୂଡ଼ାନ୍ତ ପ୍ରାର୍ଥୀ ତାଲିକା	[62, 548, 690, 657]
toll-cell: ଲଘୁ ବାଣିଜ୍ୟିକ ଯାନ	[202, 1620, 297, 1641]
drt-signature: Sd /- (R.G.Pattnaik)	[1020, 1455, 1120, 1468]
ladhei-headline: ଲଢ଼େଇ ହେବ ଜୋରଦାର	[757, 537, 1266, 600]
cyan-dot	[190, 1951, 202, 1963]
masthead-rule	[5, 26, 1495, 30]
candidate-party: କମ୍ୟୁନିଷ୍ଟ ପାର୍ଟି ଅଫ୍ ଇଣ୍ଡିଆ	[664, 836, 723, 889]
spray-label: SPRAY	[1335, 1855, 1368, 1866]
oil-label: Oil	[1376, 1855, 1390, 1866]
toll-cell: ୩୫	[600, 1585, 737, 1620]
drt-arising: (Arising out of OA No. 85 of 2008)	[860, 1047, 1026, 1060]
column-headers	[14, 796, 186, 815]
nhai-signatory: ସ୍ୱା/- ପ୍ରକଳ୍ପ ନିର୍ଦ୍ଦେଶକ	[614, 1810, 735, 1824]
lead-headline: କଂଗ୍ରେସ ସମୟରେ ଆଦିବାସୀଙ୍କ ବିକାଶ ହୋଇନାହିଁ	[565, 49, 1397, 175]
candidate-party: ଭାଜପା	[664, 798, 700, 813]
candidate-party: ଆମ ଓଡ଼ିଶା	[480, 893, 539, 908]
yellow-dot	[752, 1951, 764, 1963]
nhai-body: ଭାରତ ସରକାରଙ୍କ ସଡ଼କ ପରିବହନ ଓ ରାଜମାର୍ଗ ମନ୍ତ୍ରାଳୟ, ୨୦୦୮ ନିୟମ ଅନୁସାରେ ତା.୧୬.୦୧.୨୦୧୪ ରେ ସଂଶୋଧିତ ହୋଇଥିବା ଟୋଲ ଶୁଳ୍କ ଗୁରାପଲ୍ଲୀ ଟୋଲ ପ୍ଲାଜା କି.ମି. ୩୮୯.୬୦୯ ସୁନାଖଳା-ପୁଇଁତୋଳା ସେକ୍ସନ୍ ପାଇଁ କି.ମି.୩୬୨.୦୦ ଠାରୁ କି.ମି. ୪୧୯.୬୦୦ ପର୍ଯ୍ୟନ୍ତ ଓଡ଼ିଶା ରାଜ୍ୟରେ ଜାତୀୟ ରାଜପଥ-୫ ରେ ତା.୦୧.୦୪.୨୦୧୪ ଠାରୁ ନିମ୍ନମତେ ଶୁଳ୍କ ର ମୂଲ୍ୟ ସଂଶୋଧନ କରାଯାଇଛି ।	[201, 1460, 737, 1525]
candidate-row	[382, 910, 554, 929]
candidate-name: ସରୋଜ କୁମାର ପଣ୍ଡା	[566, 931, 637, 965]
yellow-dot	[222, 1951, 234, 1963]
table-row	[202, 1585, 737, 1620]
ad-line1: WHAT'S	[1237, 1500, 1391, 1544]
election-symbol-icon	[946, 705, 1026, 785]
candidate-party: କଂଗ୍ରେସ	[296, 836, 345, 851]
candidate-party: ସ୍ୱାଧୀନ	[664, 931, 707, 946]
lead-photo-caption: ପଦ୍ମପୁରରେ ଆୟୋଜିତ ସଭାରେ ମୁଖ୍ୟମନ୍ତ୍ରୀ ନବୀନ ପଟ୍ଟନାୟକ ଭାଷଣ ଦେଉଛନ୍ତି । ନିକଟରେ କୋରାପୁଟ ଲୋକ ସଭା ଆସନ ପ୍ରାର୍ଥୀ ଝିନ୍ନ ହିକକା ଓ ଗୁଣପୁର ବିଧାୟକ ପ୍ରାର୍ଥୀ ତ୍ରିନାଥ ଗମାଙ୍ଗ ।	[9, 483, 548, 515]
candidate-party: ବହୁଜନ ସମାଜ ପାର୍ଟି	[664, 969, 734, 1003]
section-rule	[5, 524, 1495, 526]
drt-title: NOTICE FOR SETTLING A SALE PROCLAMATION	[786, 1061, 1100, 1077]
constituency-logo-title: ବିଧାନସଭା ନିର୍ବାଚନ ମଣ୍ଡଳୀ	[1031, 699, 1316, 736]
toll-cell: ୧୧୫	[600, 1641, 737, 1676]
toll-cell: ୧୬୫	[403, 1620, 509, 1641]
bolangir-headline: ବଲାଙ୍ଗୀର ଏସ୍‌ପିଙ୍କ ବିରୋଧରେ ଅଭିଯୋଗ	[5, 1107, 180, 1196]
railway-tender-no: ଟେଣ୍ଡର ବିଜ୍ଞପ୍ତି ନଂ. ଡବ୍ଲ୍ୟୁ/ଏ/ଟି/୧୮/୨୦୧୪-୧୫	[1141, 1332, 1347, 1344]
candidate-name: ଅନୁପମ ସେଠୀ	[198, 969, 268, 984]
candidate-party: ବହୁଜନ ସମାଜ	[480, 969, 550, 984]
magenta-dot	[736, 1951, 748, 1963]
left-half	[5, 534, 747, 1833]
nift-ad	[191, 1104, 747, 1322]
district-name: ବାଲେଶ୍ୱର	[608, 770, 696, 792]
